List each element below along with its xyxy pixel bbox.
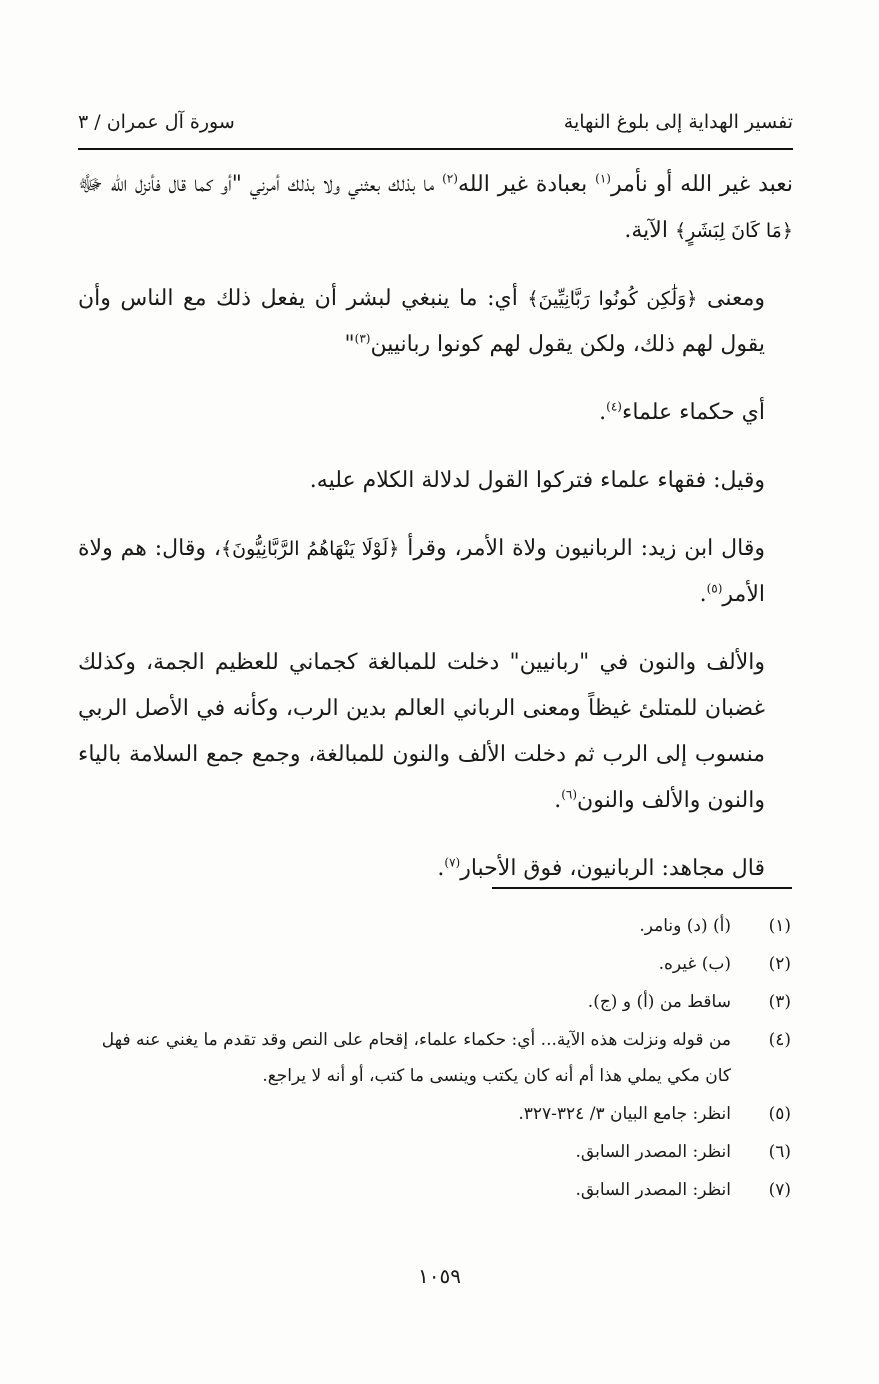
text-run: أي: ما ينبغي لبشر أن يفعل ذلك مع الناس وأن يقول لهم ذلك، ولكن يقول لهم كونوا ربانيين	[78, 286, 765, 357]
text-run: .	[699, 582, 707, 607]
footnote-item	[78, 1096, 793, 1132]
footnote-item	[78, 1134, 793, 1170]
text-run: وقال ابن زيد: الربانيون ولاة الأمر، وقرأ	[399, 536, 766, 561]
running-header	[78, 100, 793, 144]
footnote-ref-2[interactable]: (٢)	[442, 171, 458, 186]
footnote-ref-4[interactable]: (٤)	[606, 399, 622, 414]
text-run: .	[599, 400, 607, 425]
footnote-ref-7[interactable]: (٧)	[444, 855, 461, 870]
footnote-number: (٦)	[768, 1142, 791, 1162]
footnote-item	[78, 1172, 793, 1208]
paragraph-4	[78, 458, 793, 504]
paragraph-5	[78, 526, 793, 618]
text-run: .	[437, 856, 445, 881]
footnote-item	[78, 946, 793, 982]
footnote-text: (أ) (د) ونامر.	[639, 916, 731, 936]
footnote-number: (١)	[768, 916, 791, 936]
footnote-text: انظر: جامع البيان ٣/ ٣٢٤-٣٢٧.	[518, 1104, 731, 1124]
text-run: ومعنى	[697, 286, 765, 311]
main-text	[78, 162, 793, 914]
footnotes-list	[78, 908, 793, 1210]
quran-quote: ﴿وَلَٰكِن كُونُوا رَبَّانِيِّينَ﴾	[527, 288, 698, 310]
footnote-item	[78, 984, 793, 1020]
footnote-number: (٥)	[768, 1104, 791, 1124]
footnote-number: (٧)	[768, 1180, 791, 1200]
header-rule	[78, 148, 793, 150]
paragraph-6	[78, 640, 793, 824]
footnote-separator	[492, 887, 792, 889]
book-title: تفسير الهداية إلى بلوغ النهاية	[563, 111, 793, 133]
text-run: وقيل: فقهاء علماء فتركوا القول لدلالة الكلام عليه.	[309, 468, 765, 493]
footnote-number: (٤)	[768, 1030, 791, 1050]
quran-quote: ﴿لَوْلَا يَنْهَاهُمُ الرَّبَّانِيُّونَ﴾	[221, 538, 400, 560]
text-run: نعبد غير الله أو نأمر	[610, 172, 793, 197]
paragraph-3	[78, 390, 793, 436]
footnote-text: من قوله ونزلت هذه الآية... أي: حكماء علماء، إقحام على النص وقد تقدم ما يغني عنه فهل كان مكي يملي هذا أم أنه كان يكتب وينسى ما كتب، أو أنه لا يراجع.	[101, 1030, 731, 1086]
paragraph-1	[78, 162, 793, 254]
page-number: ١٠٥٩	[418, 1264, 461, 1288]
footnote-ref-6[interactable]: (٦)	[561, 787, 578, 802]
footnote-item	[78, 908, 793, 944]
footnote-text: انظر: المصدر السابق.	[575, 1142, 731, 1162]
footnote-text: ساقط من (أ) و (ج).	[587, 992, 731, 1012]
footnote-text: (ب) غيره.	[658, 954, 731, 974]
footnote-number: (٢)	[768, 954, 791, 974]
footnote-ref-5[interactable]: (٥)	[706, 581, 723, 596]
paragraph-7	[78, 846, 793, 892]
text-run: بعبادة غير الله	[457, 172, 596, 197]
footnote-number: (٣)	[768, 992, 791, 1012]
text-run: الآية.	[624, 218, 675, 243]
text-run: .	[554, 788, 562, 813]
quran-quote: ﴿مَا كَانَ لِبَشَرٍ﴾	[674, 220, 793, 242]
footnote-ref-1[interactable]: (١)	[595, 171, 611, 186]
paragraph-2	[78, 276, 793, 368]
footnote-text: انظر: المصدر السابق.	[575, 1180, 731, 1200]
footnote-ref-3[interactable]: (٣)	[354, 331, 371, 346]
footnote-item	[78, 1022, 793, 1094]
text-run: "	[344, 332, 355, 357]
surah-label: سورة آل عمران / ٣	[78, 111, 235, 133]
text-run: ما بذلك بعثني ولا بذلك أمرني "أو كما قال فأنزل الله ﷻ	[78, 172, 443, 197]
text-run: ، وقال: هم ولاة الأمر	[78, 536, 765, 607]
text-run: والألف والنون في "ربانيين" دخلت للمبالغة كجماني للعظيم الجمة، وكذلك غضبان للمتلئ غيظاً ومعنى الرباني العالم بدين الرب، وكأنه في الأصل الربي منسوب إلى الرب ثم دخلت الألف والنون للمبالغة، وجمع جمع السلامة بالياء والنون والألف والنون	[78, 650, 765, 813]
text-run: قال مجاهد: الربانيون، فوق الأحبار	[460, 856, 765, 881]
text-run: أي حكماء علماء	[621, 400, 765, 425]
